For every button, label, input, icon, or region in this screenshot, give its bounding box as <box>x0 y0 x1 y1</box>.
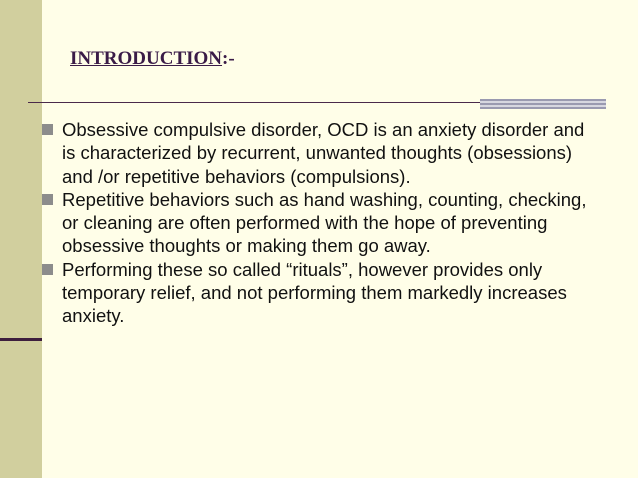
bullet-text: Performing these so called “rituals”, however provides only temporary relief, and not performing them markedly increases anxiety. <box>62 258 567 327</box>
bullet-text: Obsessive compulsive disorder, OCD is an anxiety disorder and is characterized by recurrent, unwanted thoughts (obsessions) and /or repetitive behaviors (compulsions). <box>62 119 585 187</box>
slide-title-main: INTRODUCTION <box>70 48 223 69</box>
bullet-list <box>42 118 602 328</box>
bullet-item <box>42 258 602 328</box>
left-accent-rule <box>0 338 42 341</box>
title-divider <box>28 102 480 103</box>
bullet-item <box>42 188 602 258</box>
square-bullet-icon <box>42 124 53 135</box>
square-bullet-icon <box>42 264 53 275</box>
bullet-text: Repetitive behaviors such as hand washing, counting, checking, or cleaning are often performed with the hope of preventing obsessive thoughts or making them go away. <box>62 188 587 257</box>
title-divider-band <box>480 99 606 109</box>
slide-title-suffix: :- <box>222 48 235 69</box>
bullet-item <box>42 118 602 188</box>
square-bullet-icon <box>42 194 53 205</box>
side-strip <box>0 0 42 478</box>
slide-title <box>70 48 235 70</box>
